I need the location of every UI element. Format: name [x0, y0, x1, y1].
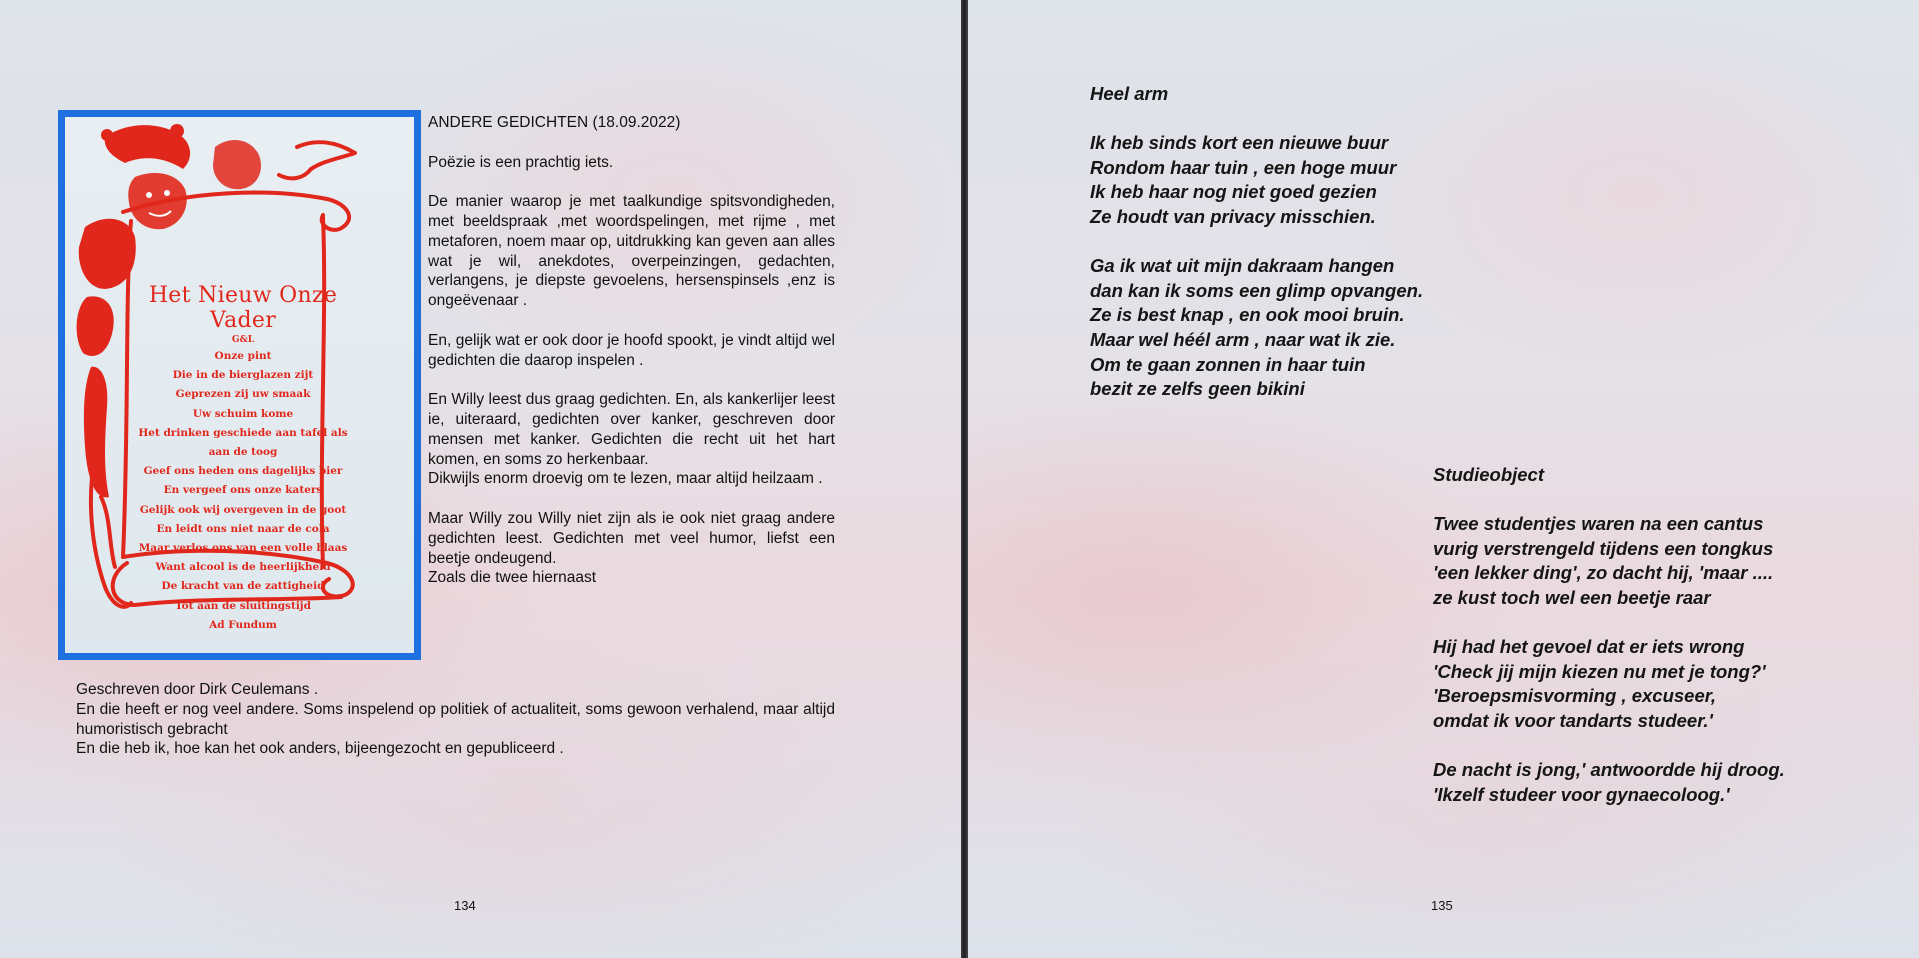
- poem-line: omdat ik voor tandarts studeer.': [1433, 709, 1713, 731]
- poem-line: 'een lekker ding', zo dacht hij, 'maar ....: [1433, 562, 1774, 584]
- poem-line: Ze houdt van privacy misschien.: [1090, 205, 1376, 227]
- poem-line: Ik heb haar nog niet goed gezien: [1090, 181, 1377, 203]
- prayer-line: Uw schuim kome: [192, 407, 294, 420]
- page-number: 135: [1431, 898, 1453, 913]
- poem-title: Studieobject: [1433, 464, 1545, 485]
- prayer-line: Want alcool is de heerlijkheid: [155, 561, 331, 574]
- poem-line: Hij had het gevoel dat er iets wrong: [1433, 636, 1745, 658]
- paragraph: En die heb ik, hoe kan het ook anders, bijeengezocht en gepubliceerd .: [76, 740, 564, 758]
- poem-line: Ze is best knap , en ook mooi bruin.: [1090, 304, 1405, 326]
- right-page: [968, 0, 1919, 958]
- scroll-text: [125, 283, 361, 635]
- poem-line: Om te gaan zonnen in haar tuin: [1090, 353, 1366, 375]
- paragraph: Dikwijls enorm droevig om te lezen, maar altijd heilzaam .: [428, 470, 823, 488]
- paragraph: De manier waarop je met taalkundige spitsvondigheden, met beeldspraak ,met woordspelingen, met rijme , met metaforen, noem maar op, uitdrukking kan geven aan alles wat je wil, anekdotes, overpeinzingen, gedachten, verlangens, je diepste gevoelens, hersenspinsels ,enz is ongeëvenaar .: [428, 193, 835, 310]
- prayer-line: De kracht van de zattigheid: [161, 580, 325, 593]
- poem-heel-arm: [1090, 82, 1423, 402]
- poem-line: Ga ik wat uit mijn dakraam hangen: [1090, 255, 1395, 277]
- illustration: [65, 117, 414, 653]
- prayer-line: Maar verlos ons van een volle blaas: [138, 542, 348, 555]
- poem-title: Heel arm: [1090, 83, 1169, 104]
- poem-line: Maar wel héél arm , naar wat ik zie.: [1090, 328, 1396, 350]
- poem-line: 'Check jij mijn kiezen nu met je tong?': [1433, 660, 1766, 682]
- scroll-title: Het Nieuw Onze Vader: [148, 283, 338, 333]
- paragraph: En, gelijk wat er ook door je hoofd spookt, je vindt altijd wel gedichten die daarop inspelen .: [428, 331, 835, 369]
- paragraph: En Willy leest dus graag gedichten. En, als kankerlijer leest ie, uiteraard, gedichten over kanker, geschreven door mensen met kanker. Gedichten die recht uit het hart komen, en soms zo herkenbaar.: [428, 391, 835, 468]
- illustration-frame: [58, 110, 421, 660]
- poem-line: Twee studentjes waren na een cantus: [1433, 513, 1764, 535]
- poem-line: 'Beroepsmisvorming , excuseer,: [1433, 685, 1717, 707]
- prayer-line: Tot aan de sluitingstijd: [175, 599, 311, 612]
- poem-line: dan kan ik soms een glimp opvangen.: [1090, 279, 1424, 301]
- page-number: 134: [454, 898, 476, 913]
- poem-line: ze kust toch wel een beetje raar: [1433, 586, 1711, 608]
- paragraph: En die heeft er nog veel andere. Soms inspelend op politiek of actualiteit, soms gewoon verhalend, maar altijd humoristisch gebracht: [76, 700, 835, 738]
- prayer-line: En leidt ons niet naar de cola: [156, 522, 330, 535]
- poem-line: 'Ikzelf studeer voor gynaecoloog.': [1433, 783, 1730, 805]
- paragraph: Zoals die twee hiernaast: [428, 569, 597, 587]
- scroll-subtitle: G&L: [231, 335, 255, 345]
- poem-studieobject: [1433, 463, 1785, 807]
- poem-line: De nacht is jong,' antwoordde hij droog.: [1433, 759, 1785, 781]
- prayer-line: Die in de bierglazen zijt: [172, 369, 314, 382]
- paragraph: Poëzie is een prachtig iets.: [428, 153, 614, 171]
- poem-line: bezit ze zelfs geen bikini: [1090, 378, 1305, 400]
- book-spine: [961, 0, 968, 958]
- prayer-line: Gelijk ook wij overgeven in de goot: [139, 503, 347, 516]
- prayer-line: Ad Fundum: [209, 618, 277, 631]
- prayer-line: aan de toog: [208, 446, 278, 459]
- left-body-text: [428, 113, 835, 588]
- paragraph: Maar Willy zou Willy niet zijn als ie ook niet graag andere gedichten leest. Gedichten met veel humor, liefst een beetje ondeugend.: [428, 509, 835, 567]
- prayer-line: Het drinken geschiede aan tafel als: [138, 426, 348, 439]
- prayer-line: En vergeef ons onze katers: [163, 484, 323, 497]
- author-line: Geschreven door Dirk Ceulemans .: [76, 681, 319, 698]
- prayer-line: Geprezen zij uw smaak: [175, 388, 311, 401]
- prayer-line: Onze pint: [214, 350, 272, 362]
- left-bottom-text: [76, 680, 835, 759]
- section-heading: ANDERE GEDICHTEN (18.09.2022): [428, 114, 681, 131]
- prayer-line: Geef ons heden ons dagelijks bier: [143, 465, 343, 478]
- poem-line: Rondom haar tuin , een hoge muur: [1090, 156, 1397, 178]
- poem-line: Ik heb sinds kort een nieuwe buur: [1090, 132, 1389, 154]
- poem-line: vurig verstrengeld tijdens een tongkus: [1433, 537, 1774, 559]
